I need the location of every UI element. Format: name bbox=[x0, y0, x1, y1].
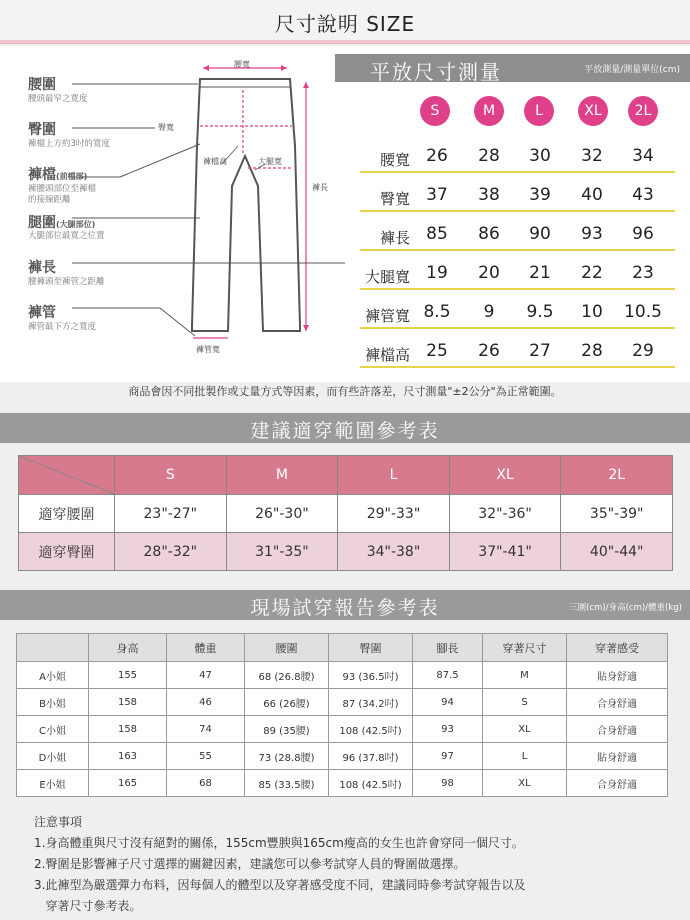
flat-value: 8.5 bbox=[423, 302, 451, 322]
row-underline bbox=[360, 249, 675, 251]
note-item: 3.此褲型為嚴選彈力布料，因每個人的體型以及穿著感受度不同，建議同時參考試穿報告以及 bbox=[34, 878, 526, 892]
note-item: 2.臀圍是影響褲子尺寸選擇的關鍵因素，建議您可以參考試穿人員的臀圍做選擇。 bbox=[34, 857, 466, 871]
flat-value: 28 bbox=[478, 146, 500, 166]
fitting-col-header: 臀圍 bbox=[329, 634, 413, 662]
table-row bbox=[17, 716, 668, 743]
table-cell: 28"-32" bbox=[115, 533, 227, 571]
size-badge-l: L bbox=[524, 96, 554, 126]
flat-value: 32 bbox=[581, 146, 603, 166]
size-badge-s: S bbox=[420, 96, 450, 126]
table-cell: 87.5 bbox=[413, 662, 483, 689]
diagram-label-hip: 臀圍 bbox=[28, 122, 56, 138]
table-cell: 66 (26腰) bbox=[245, 689, 329, 716]
table-cell: S bbox=[483, 689, 567, 716]
fitting-unit: 三圍(cm)/身高(cm)/體重(kg) bbox=[569, 603, 682, 613]
table-cell: 68 (26.8腰) bbox=[245, 662, 329, 689]
flat-value: 34 bbox=[632, 146, 654, 166]
note-item: 1.身高體重與尺寸沒有絕對的關係，155cm豐腴與165cm瘦高的女生也許會穿同一個尺寸。 bbox=[34, 836, 524, 850]
flat-value: 93 bbox=[581, 224, 603, 244]
callout-waist: 腰寬 bbox=[234, 60, 250, 69]
thigh-suffix: (大腿部位) bbox=[56, 220, 96, 229]
callout-hem: 褲管寬 bbox=[196, 345, 220, 354]
table-cell: XL bbox=[483, 770, 567, 797]
table-cell: 35"-39" bbox=[561, 495, 673, 533]
diagram-desc-length: 腰褲頭至褲管之距離 bbox=[28, 277, 105, 287]
table-cell: 合身舒適 bbox=[567, 716, 668, 743]
diagram-desc-crotch-1: 褲腰頭部位至褲檔 bbox=[28, 184, 97, 194]
table-cell: 23"-27" bbox=[115, 495, 227, 533]
flat-value: 85 bbox=[426, 224, 448, 244]
table-cell: 87 (34.2吋) bbox=[329, 689, 413, 716]
flat-value: 19 bbox=[426, 263, 448, 283]
flat-value: 27 bbox=[529, 341, 551, 361]
flat-row-label: 大腿寬 bbox=[364, 268, 410, 286]
table-cell: 93 bbox=[413, 716, 483, 743]
recommend-header bbox=[0, 413, 690, 443]
fitting-col-header: 腳長 bbox=[413, 634, 483, 662]
row-underline bbox=[360, 288, 675, 290]
recommend-header-row bbox=[19, 456, 673, 495]
flat-value: 43 bbox=[632, 185, 654, 205]
fitting-col-header: 穿著尺寸 bbox=[483, 634, 567, 662]
table-cell: 32"-36" bbox=[449, 495, 561, 533]
fitting-col-header: 身高 bbox=[89, 634, 167, 662]
table-cell: D小姐 bbox=[17, 743, 89, 770]
fitting-col-header: 體重 bbox=[167, 634, 245, 662]
table-cell: 94 bbox=[413, 689, 483, 716]
recommend-title: 建議適穿範圍參考表 bbox=[250, 420, 440, 442]
flat-value: 26 bbox=[426, 146, 448, 166]
table-row bbox=[17, 770, 668, 797]
recommend-size: S bbox=[115, 456, 227, 495]
table-cell: 46 bbox=[167, 689, 245, 716]
row-underline bbox=[360, 210, 675, 212]
table-cell: 34"-38" bbox=[338, 533, 450, 571]
flat-row-label: 褲管寬 bbox=[364, 307, 410, 325]
table-cell: 55 bbox=[167, 743, 245, 770]
table-cell: 26"-30" bbox=[226, 495, 338, 533]
flat-value: 9 bbox=[483, 302, 495, 322]
recommend-size: XL bbox=[449, 456, 561, 495]
diagram-desc-crotch-2: 的接線距離 bbox=[28, 195, 71, 205]
flat-value: 9.5 bbox=[526, 302, 554, 322]
table-row bbox=[19, 495, 673, 533]
table-cell: 47 bbox=[167, 662, 245, 689]
recommend-table bbox=[18, 455, 673, 571]
title-bar bbox=[0, 0, 690, 44]
diagram-desc-thigh: 大腿部位最寬之位置 bbox=[28, 231, 105, 241]
table-cell: M bbox=[483, 662, 567, 689]
flat-value: 40 bbox=[581, 185, 603, 205]
flat-row-label: 臀寬 bbox=[379, 190, 410, 208]
table-cell: E小姐 bbox=[17, 770, 89, 797]
table-cell: 155 bbox=[89, 662, 167, 689]
crotch-suffix: (前檔部) bbox=[56, 172, 88, 181]
row-underline bbox=[360, 327, 675, 329]
fitting-title: 現場試穿報告參考表 bbox=[250, 597, 440, 619]
table-cell: 37"-41" bbox=[449, 533, 561, 571]
flat-value: 26 bbox=[478, 341, 500, 361]
flat-row-label: 褲長 bbox=[379, 229, 410, 247]
table-cell: B小姐 bbox=[17, 689, 89, 716]
table-cell: 74 bbox=[167, 716, 245, 743]
fitting-table bbox=[16, 633, 668, 797]
flat-value: 10 bbox=[581, 302, 603, 322]
notes-title: 注意事項 bbox=[34, 815, 83, 829]
table-cell: A小姐 bbox=[17, 662, 89, 689]
recommend-size: M bbox=[226, 456, 338, 495]
table-cell: 貼身舒適 bbox=[567, 662, 668, 689]
table-cell: 85 (33.5腰) bbox=[245, 770, 329, 797]
table-cell: 31"-35" bbox=[226, 533, 338, 571]
note-item: 穿著尺寸參考表。 bbox=[34, 899, 142, 913]
recommend-size: L bbox=[338, 456, 450, 495]
table-cell: 96 (37.8吋) bbox=[329, 743, 413, 770]
callout-crotch: 褲檔高 bbox=[203, 157, 227, 166]
flat-value: 39 bbox=[529, 185, 551, 205]
flat-value: 96 bbox=[632, 224, 654, 244]
flat-value: 29 bbox=[632, 341, 654, 361]
recommend-size: 2L bbox=[561, 456, 673, 495]
table-cell: 108 (42.5吋) bbox=[329, 770, 413, 797]
fitting-col-header: 腰圍 bbox=[245, 634, 329, 662]
notes-section bbox=[34, 812, 525, 917]
flat-value: 25 bbox=[426, 341, 448, 361]
diagram-label-length: 褲長 bbox=[28, 260, 56, 276]
crotch-name: 褲檔 bbox=[28, 167, 56, 183]
table-cell: 89 (35腰) bbox=[245, 716, 329, 743]
table-row bbox=[17, 662, 668, 689]
thigh-name: 腿圍 bbox=[28, 215, 56, 231]
table-row bbox=[17, 689, 668, 716]
flat-value: 10.5 bbox=[624, 302, 662, 322]
table-cell: 163 bbox=[89, 743, 167, 770]
flat-measure-title: 平放尺寸測量 bbox=[370, 60, 502, 84]
row-underline bbox=[360, 171, 675, 173]
diagram-label-crotch bbox=[28, 164, 87, 184]
diagram-desc-hem: 褲管最下方之寬度 bbox=[28, 322, 97, 332]
table-row bbox=[17, 743, 668, 770]
flat-value: 30 bbox=[529, 146, 551, 166]
table-cell: 合身舒適 bbox=[567, 770, 668, 797]
table-cell: 93 (36.5吋) bbox=[329, 662, 413, 689]
flat-value: 23 bbox=[632, 263, 654, 283]
fitting-header bbox=[0, 590, 690, 620]
flat-row-label: 腰寬 bbox=[379, 151, 410, 169]
table-corner bbox=[19, 456, 115, 495]
row-underline bbox=[360, 366, 675, 368]
table-cell: 158 bbox=[89, 689, 167, 716]
table-cell: 97 bbox=[413, 743, 483, 770]
flat-value: 21 bbox=[529, 263, 551, 283]
flat-row-label: 褲檔高 bbox=[364, 346, 410, 364]
flat-value: 28 bbox=[581, 341, 603, 361]
flat-value: 86 bbox=[478, 224, 500, 244]
fitting-col-header: 穿著感受 bbox=[567, 634, 668, 662]
table-cell: 68 bbox=[167, 770, 245, 797]
flat-value: 90 bbox=[529, 224, 551, 244]
table-row bbox=[19, 533, 673, 571]
diagram-label-waist: 腰圍 bbox=[28, 77, 56, 93]
flat-value: 20 bbox=[478, 263, 500, 283]
pants-diagram bbox=[0, 46, 345, 382]
diagram-desc-hip: 褲檔上方約3吋的寬度 bbox=[28, 139, 110, 149]
recommend-row-label: 適穿腰圍 bbox=[19, 495, 115, 533]
table-cell: 158 bbox=[89, 716, 167, 743]
table-cell: L bbox=[483, 743, 567, 770]
flat-value: 22 bbox=[581, 263, 603, 283]
measurement-note: 商品會因不同批製作或丈量方式等因素，而有些許落差，尺寸測量"±2公分"為正常範圍。 bbox=[128, 385, 562, 398]
page-title: 尺寸說明 SIZE bbox=[274, 12, 416, 36]
table-cell: 108 (42.5吋) bbox=[329, 716, 413, 743]
flat-measure-header bbox=[335, 54, 690, 82]
table-cell: 165 bbox=[89, 770, 167, 797]
title-divider bbox=[0, 40, 690, 43]
callout-hip: 臀寬 bbox=[158, 123, 174, 132]
recommend-row-label: 適穿臀圍 bbox=[19, 533, 115, 571]
callout-length: 褲長 bbox=[312, 183, 328, 192]
table-cell: C小姐 bbox=[17, 716, 89, 743]
flat-value: 38 bbox=[478, 185, 500, 205]
fitting-col-header bbox=[17, 634, 89, 662]
size-badge-m: M bbox=[474, 96, 504, 126]
table-cell: 98 bbox=[413, 770, 483, 797]
callout-thigh: 大腿寬 bbox=[258, 157, 282, 166]
flat-measure-unit: 平放測量/測量單位(cm) bbox=[584, 65, 680, 75]
table-cell: 29"-33" bbox=[338, 495, 450, 533]
size-badge-xl: XL bbox=[578, 96, 608, 126]
diagram-label-hem: 褲管 bbox=[28, 305, 56, 321]
size-badge-2l: 2L bbox=[628, 96, 658, 126]
diagram-desc-waist: 腰頭最窄之寬度 bbox=[28, 94, 88, 104]
table-cell: 73 (28.8腰) bbox=[245, 743, 329, 770]
table-cell: 40"-44" bbox=[561, 533, 673, 571]
table-cell: 合身舒適 bbox=[567, 689, 668, 716]
table-cell: 貼身舒適 bbox=[567, 743, 668, 770]
flat-value: 37 bbox=[426, 185, 448, 205]
fitting-header-row bbox=[17, 634, 668, 662]
table-cell: XL bbox=[483, 716, 567, 743]
